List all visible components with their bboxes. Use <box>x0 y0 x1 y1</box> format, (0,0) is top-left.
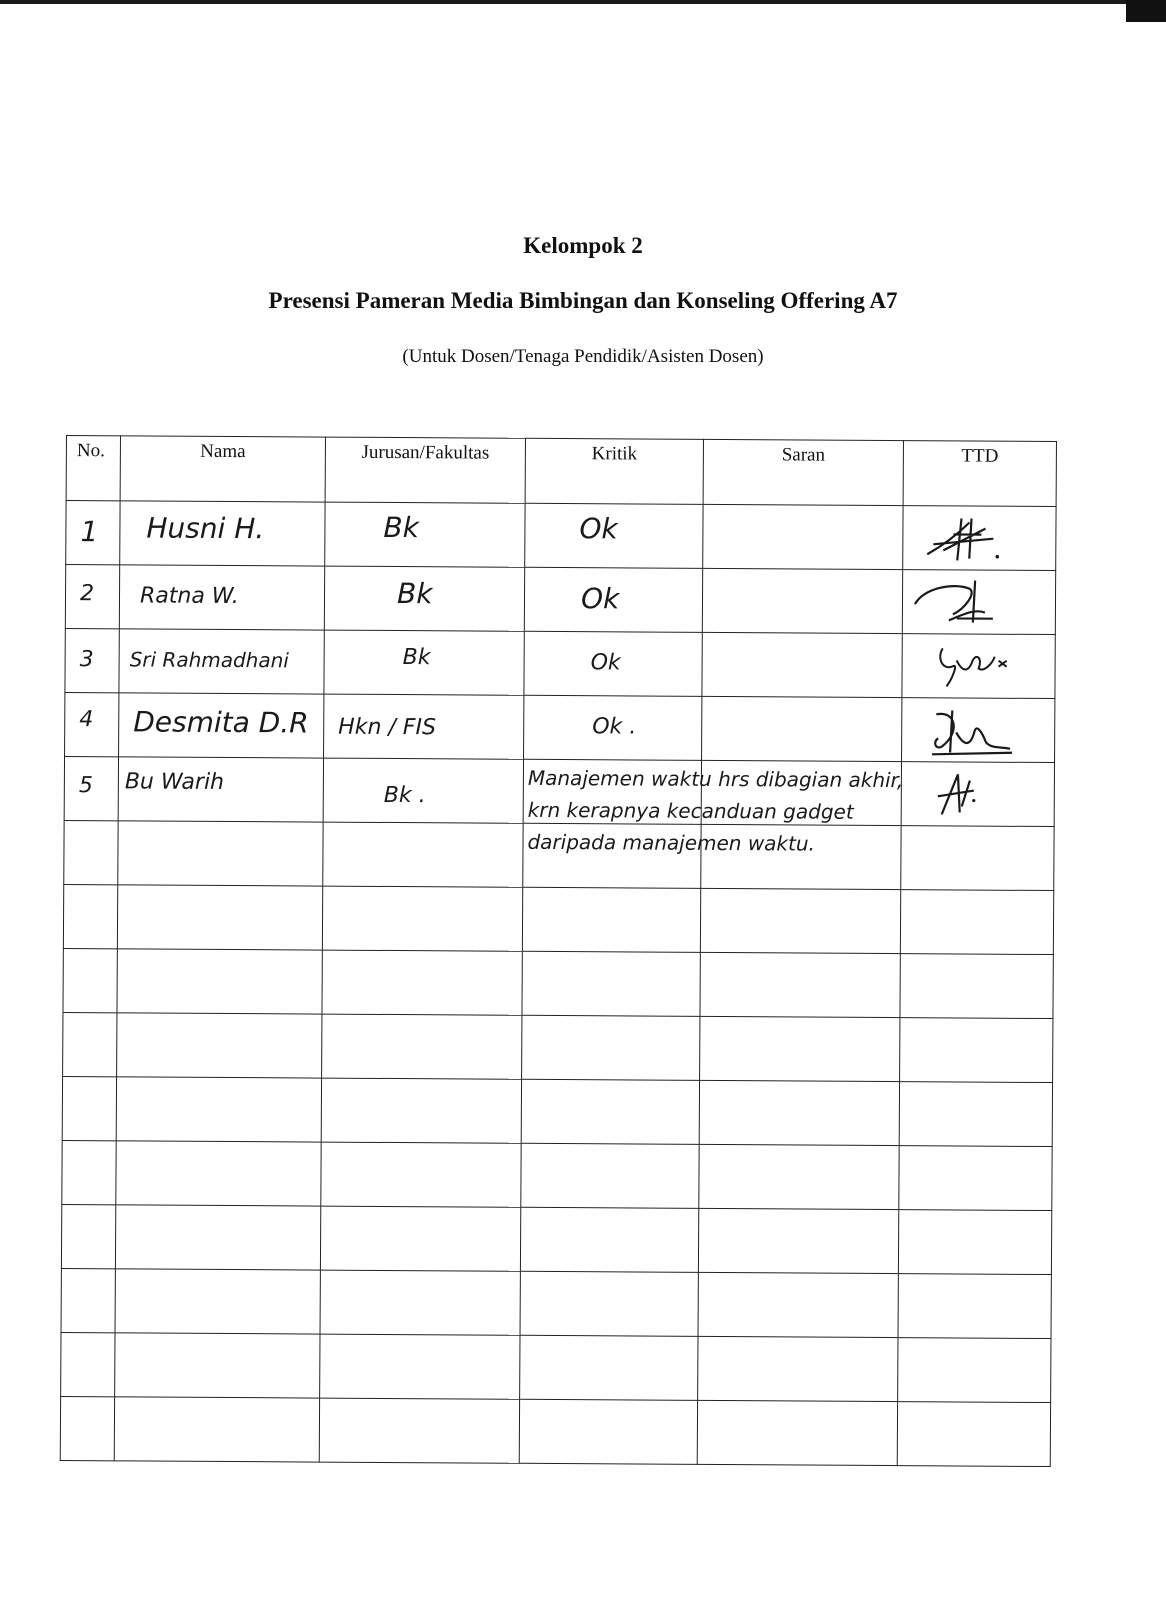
cell-ttd <box>901 762 1054 827</box>
empty-row <box>63 884 1053 954</box>
table-row <box>64 756 1054 826</box>
empty-row <box>63 1012 1053 1082</box>
signature-3 <box>912 638 1042 694</box>
cell-jurusan: Hkn / FIS <box>324 694 524 759</box>
table-header-row <box>66 436 1056 507</box>
cell-jurusan: Bk . <box>323 758 523 823</box>
cell-nama: Sri Rahmadhani <box>119 629 324 694</box>
header-ttd: TTD <box>903 441 1056 507</box>
signature-4 <box>912 702 1052 761</box>
table-row <box>65 692 1055 762</box>
cell-ttd <box>902 570 1055 635</box>
empty-row <box>61 1332 1051 1402</box>
cell-saran <box>702 632 902 697</box>
signature-1 <box>913 510 1043 566</box>
attendance-table <box>60 435 1057 1467</box>
cell-nama: Bu Warih <box>118 757 323 822</box>
cell-jurusan: Bk <box>324 566 524 631</box>
table-row <box>65 628 1055 698</box>
table-row <box>65 565 1055 635</box>
cell-kritik: Ok <box>525 503 703 568</box>
document-subtitle: (Untuk Dosen/Tenaga Pendidik/Asisten Dosen) <box>402 346 764 367</box>
signature-2 <box>913 574 1043 630</box>
cell-ttd <box>902 634 1055 699</box>
header-no: No. <box>66 436 120 501</box>
empty-row <box>60 1396 1050 1466</box>
cell-no: 5 <box>64 756 118 820</box>
cell-no: 3 <box>65 628 119 692</box>
group-title: Kelompok 2 <box>523 233 643 258</box>
empty-row <box>62 1076 1052 1146</box>
cell-no: 2 <box>65 565 119 629</box>
empty-row <box>61 1268 1051 1338</box>
cell-kritik: Ok <box>524 567 702 632</box>
scan-edge <box>0 0 1166 4</box>
cell-kritik: Manajemen waktu hrs dibagian akhir, krn kerapnya kecanduan gadget daripada manajemen waktu. <box>523 759 701 824</box>
cell-nama: Husni H. <box>120 501 325 566</box>
header-jurusan: Jurusan/Fakultas <box>325 437 525 503</box>
cell-saran <box>703 504 903 569</box>
cell-jurusan: Bk <box>325 502 525 567</box>
header-nama: Nama <box>120 436 325 502</box>
cell-nama: Desmita D.R <box>119 693 324 758</box>
header-saran: Saran <box>703 439 903 505</box>
empty-row <box>62 1140 1052 1210</box>
empty-row <box>63 948 1053 1018</box>
cell-kritik: Ok . <box>524 695 702 760</box>
cell-saran <box>702 568 902 633</box>
empty-row <box>61 1204 1051 1274</box>
document-title: Presensi Pameran Media Bimbingan dan Konseling Offering A7 <box>268 288 898 313</box>
cell-ttd <box>902 698 1055 763</box>
cell-saran <box>702 696 902 761</box>
cell-nama: Ratna W. <box>119 565 324 630</box>
cell-ttd <box>903 506 1056 571</box>
signature-5 <box>912 766 1042 822</box>
cell-no: 1 <box>66 501 120 565</box>
cell-no: 4 <box>65 692 119 756</box>
cell-kritik: Ok <box>524 631 702 696</box>
scan-corner <box>1126 0 1166 22</box>
table-row <box>66 501 1056 571</box>
cell-jurusan: Bk <box>324 630 524 695</box>
header-kritik: Kritik <box>525 438 703 504</box>
